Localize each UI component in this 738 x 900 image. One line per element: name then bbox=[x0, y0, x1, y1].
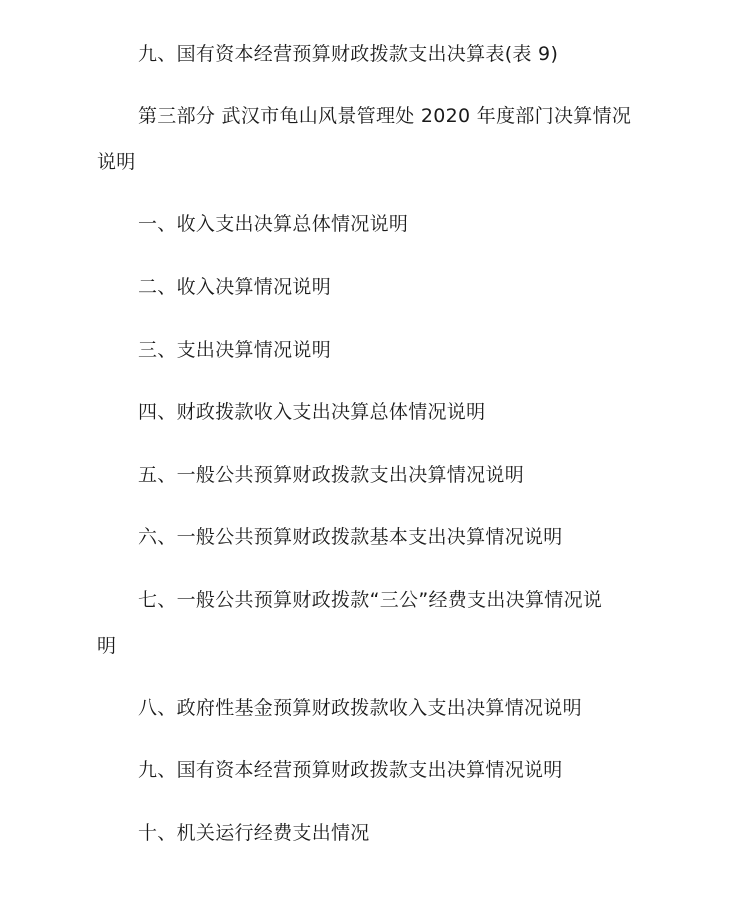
section-3-heading: 三、支出决算情况说明 bbox=[138, 339, 332, 361]
part-three-heading: 第三部分 武汉市龟山风景管理处 2020 年度部门决算情况 bbox=[138, 105, 632, 127]
section-10-heading: 十、机关运行经费支出情况 bbox=[138, 822, 370, 844]
section-4-heading: 四、财政拨款收入支出决算总体情况说明 bbox=[138, 401, 486, 423]
section-5-heading: 五、一般公共预算财政拨款支出决算情况说明 bbox=[138, 464, 525, 486]
section-7-heading-continued: 明 bbox=[97, 635, 117, 657]
section-2-heading: 二、收入决算情况说明 bbox=[138, 276, 332, 298]
part-three-heading-continued: 说明 bbox=[97, 151, 136, 173]
toc-item-table-9: 九、国有资本经营预算财政拨款支出决算表(表 9) bbox=[138, 43, 559, 65]
section-9-heading: 九、国有资本经营预算财政拨款支出决算情况说明 bbox=[138, 759, 563, 781]
section-1-heading: 一、收入支出决算总体情况说明 bbox=[138, 213, 409, 235]
section-8-heading: 八、政府性基金预算财政拨款收入支出决算情况说明 bbox=[138, 697, 582, 719]
section-7-heading: 七、一般公共预算财政拨款“三公”经费支出决算情况说 bbox=[138, 589, 603, 611]
section-6-heading: 六、一般公共预算财政拨款基本支出决算情况说明 bbox=[138, 526, 563, 548]
